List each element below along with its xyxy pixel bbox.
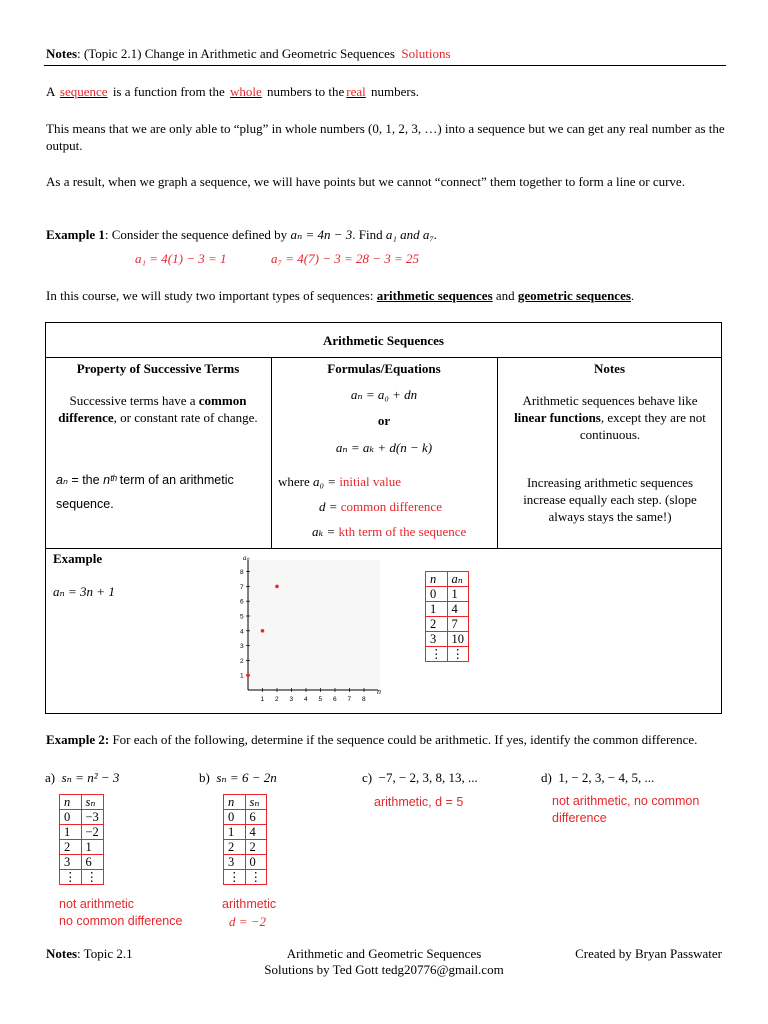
- example1-label: Example 1: [46, 227, 105, 242]
- part-a-table-row: [60, 825, 104, 840]
- part-b-table-header-cell: sₙ: [245, 795, 267, 810]
- graph-y-tick-label: 2: [240, 657, 244, 665]
- part-b-formula: sₙ = 6 − 2n: [216, 770, 277, 785]
- sequence-types-line: [46, 287, 726, 304]
- part-d-heading: [541, 770, 654, 786]
- table-title: Arithmetic Sequences: [323, 333, 444, 348]
- formula-1: aₙ = a₀ + dn: [350, 387, 418, 402]
- header-notes-label: Notes: [46, 46, 78, 61]
- part-d-answer-2: difference: [552, 811, 607, 825]
- part-a-table-cell: −3: [81, 810, 103, 825]
- part-b-heading: [199, 770, 277, 786]
- example-table-cell: ⋮: [426, 647, 448, 662]
- notes-text: Arithmetic sequences behave like: [522, 393, 698, 408]
- intro-blank-real: real: [346, 84, 366, 99]
- col1-text: Successive terms have a: [69, 393, 196, 408]
- example2-label: Example 2:: [46, 732, 110, 747]
- part-b-table-cell: ⋮: [245, 870, 267, 885]
- where-symbol: aₖ =: [312, 524, 336, 539]
- part-b-table-cell: 2: [224, 840, 246, 855]
- example-table-row: [426, 632, 469, 647]
- col1-definition: [56, 468, 266, 516]
- part-b-table-cell: 2: [245, 840, 267, 855]
- graph-y-tick-label: 6: [240, 598, 244, 606]
- part-a-table-cell: −2: [81, 825, 103, 840]
- graph-x-tick-label: 3: [289, 696, 294, 703]
- example-table-header-cell: aₙ: [447, 572, 469, 587]
- col-head-notes: Notes: [593, 361, 626, 376]
- part-b-table-cell: 6: [245, 810, 267, 825]
- example1-prompt: [46, 226, 726, 243]
- graph-x-tick-label: 6: [333, 696, 337, 703]
- part-a-table-row: [60, 810, 104, 825]
- example2-prompt: [46, 731, 726, 748]
- footer-notes-label: Notes: [46, 946, 78, 961]
- graph-background: [248, 560, 380, 690]
- part-b-table-row: [224, 855, 267, 870]
- example-table-cell: 7: [447, 617, 469, 632]
- part-a-label: a): [45, 770, 56, 785]
- types-and: and: [495, 288, 515, 303]
- col-head-formulas: Formulas/Equations: [327, 361, 441, 376]
- sequence-graph: [226, 552, 390, 708]
- where-value: kth term of the sequence: [338, 524, 467, 539]
- notes-text: , except they are not continuous.: [579, 410, 706, 442]
- part-c-heading: [362, 770, 478, 786]
- part-a-table-header-cell: sₙ: [81, 795, 103, 810]
- example1-text: . Find: [352, 227, 383, 242]
- part-b-table-cell: 3: [224, 855, 246, 870]
- part-a-table-row: [60, 870, 104, 885]
- part-c-answer: arithmetic, d = 5: [374, 795, 464, 809]
- part-d-sequence: 1, − 2, 3, − 4, 5, ...: [558, 770, 655, 785]
- graph-y-tick-label: 7: [240, 583, 244, 591]
- table-rule: [45, 548, 722, 549]
- footer-created-by: Created by Bryan Passwater: [575, 946, 722, 961]
- part-a-table-cell: 1: [60, 825, 82, 840]
- part-a-table-header-cell: n: [60, 795, 82, 810]
- header-rule: [44, 65, 726, 66]
- footer-title: Arithmetic and Geometric Sequences: [286, 946, 482, 961]
- example-table-cell: ⋮: [447, 647, 469, 662]
- part-a-answer-2: no common difference: [59, 914, 183, 928]
- part-b-label: b): [199, 770, 210, 785]
- example-row-formula: aₙ = 3n + 1: [53, 584, 115, 599]
- part-a-formula: sₙ = n² − 3: [61, 770, 120, 785]
- example-table-cell: 0: [426, 587, 448, 602]
- footer-notes: [46, 946, 133, 962]
- part-a-table-cell: ⋮: [81, 870, 103, 885]
- col1-def-symbol: aₙ: [56, 473, 68, 487]
- intro-text: A: [46, 84, 55, 99]
- col1-text: , or constant rate of change.: [113, 410, 258, 425]
- graph-x-tick-label: 5: [318, 696, 323, 703]
- intro-paragraph-3: As a result, when we graph a sequence, we will have points but we cannot “connect” them together to form a line or curve.: [46, 174, 685, 189]
- graph-point: [261, 629, 265, 633]
- part-b-table-row: [224, 810, 267, 825]
- where-line-3: [312, 524, 466, 540]
- part-b-table-cell: 0: [245, 855, 267, 870]
- graph-point: [275, 585, 279, 589]
- intro-blank-whole: whole: [229, 84, 262, 99]
- col1-bold: difference: [58, 410, 114, 425]
- part-b-table-cell: 0: [224, 810, 246, 825]
- example-table-header-cell: n: [426, 572, 448, 587]
- graph-y-tick-label: 5: [240, 613, 244, 621]
- example-table-row: [426, 602, 469, 617]
- example1-answer-1: a₁ = 4(1) − 3 = 1: [135, 251, 227, 266]
- col1-def-nth: nᵗʰ: [103, 473, 117, 487]
- graph-x-tick-label: 4: [304, 696, 308, 703]
- example1-answer-2: a₇ = 4(7) − 3 = 28 − 3 = 25: [271, 251, 420, 266]
- types-period: .: [630, 288, 635, 303]
- graph-y-tick-label: 4: [240, 628, 244, 636]
- formula-or: or: [377, 413, 391, 428]
- graph-y-tick-label: 1: [240, 672, 244, 680]
- graph-x-label: n: [377, 687, 381, 696]
- part-a-table-cell: 1: [81, 840, 103, 855]
- example-table-cell: 1: [426, 602, 448, 617]
- intro-text: is a function from the: [112, 84, 225, 99]
- formula-2: aₙ = aₖ + d(n − k): [335, 440, 433, 455]
- part-a-heading: [45, 770, 119, 786]
- part-a-table-cell: 2: [60, 840, 82, 855]
- notes-bold: linear functions: [514, 410, 601, 425]
- graph-x-tick-label: 2: [275, 696, 279, 703]
- col1-bold: common: [198, 393, 247, 408]
- col1-def-text: = the: [67, 473, 100, 487]
- example1-find: a₁ and a₇.: [385, 227, 438, 242]
- part-a-table-cell: ⋮: [60, 870, 82, 885]
- graph-point: [246, 673, 250, 677]
- where-label: where: [278, 474, 310, 489]
- footer-topic: : Topic 2.1: [77, 946, 133, 961]
- example-table-cell: 4: [447, 602, 469, 617]
- example1-text: : Consider the sequence defined by: [104, 227, 288, 242]
- part-b-table-cell: 4: [245, 825, 267, 840]
- table-rule: [45, 357, 722, 358]
- intro-blank-sequence: sequence: [59, 84, 108, 99]
- intro-paragraph-1: [46, 83, 726, 100]
- header-topic: : (Topic 2.1) Change in Arithmetic and Geometric Sequences: [77, 46, 395, 61]
- part-c-sequence: −7, − 2, 3, 8, 13, ...: [378, 770, 478, 785]
- part-b-table-row: [224, 825, 267, 840]
- example-table-cell: 10: [447, 632, 469, 647]
- graph-x-tick-label: 1: [260, 696, 265, 703]
- part-b-table-cell: 1: [224, 825, 246, 840]
- part-a-table: [59, 794, 104, 885]
- part-b-answer-1: arithmetic: [222, 897, 277, 911]
- where-value: common difference: [340, 499, 442, 514]
- header-solutions: Solutions: [401, 46, 451, 61]
- intro-paragraph-2: This means that we are only able to “plug” in whole numbers (0, 1, 2, 3, …) into a sequence but we can get any real number as the output.: [46, 121, 725, 153]
- page-header: [46, 46, 724, 62]
- part-a-table-cell: 3: [60, 855, 82, 870]
- intro-text: numbers.: [371, 84, 420, 99]
- part-b-answer-2: d = −2: [229, 914, 267, 929]
- col-head-property: Property of Successive Terms: [76, 361, 240, 376]
- graph-y-tick-label: 3: [240, 643, 244, 651]
- part-d-answer-1: not arithmetic, no common: [552, 794, 700, 808]
- graph-x-tick-label: 8: [362, 696, 366, 703]
- notes-linear: [505, 392, 715, 443]
- part-b-table-header-cell: n: [224, 795, 246, 810]
- example1-formula: aₙ = 4n − 3: [290, 227, 353, 242]
- example-table-cell: 3: [426, 632, 448, 647]
- example-row-label: Example: [53, 551, 103, 566]
- example-table-row: [426, 587, 469, 602]
- example-table-row: [426, 647, 469, 662]
- example-table-cell: 2: [426, 617, 448, 632]
- part-b-table-row: [224, 840, 267, 855]
- part-a-table-cell: 0: [60, 810, 82, 825]
- col1-def-text: term of an arithmetic sequence.: [56, 473, 234, 511]
- where-line-1: [278, 474, 401, 490]
- part-d-label: d): [541, 770, 552, 785]
- where-symbol: d =: [319, 499, 338, 514]
- where-value: initial value: [339, 474, 402, 489]
- example-table-row: [426, 617, 469, 632]
- graph-y-tick-label: 8: [240, 569, 244, 577]
- part-b-table-row: [224, 870, 267, 885]
- where-line-2: [319, 499, 442, 515]
- footer-solutions: Solutions by Ted Gott tedg20776@gmail.com: [264, 962, 504, 977]
- example2-text: For each of the following, determine if the sequence could be arithmetic. If yes, identify the common difference.: [112, 732, 698, 747]
- col1-property-text: [58, 392, 258, 426]
- part-a-answer-1: not arithmetic: [59, 897, 135, 911]
- part-c-label: c): [362, 770, 373, 785]
- table-divider: [497, 357, 498, 548]
- part-b-table: [223, 794, 267, 885]
- part-a-table-row: [60, 855, 104, 870]
- intro-text: numbers to the: [267, 84, 345, 99]
- example-value-table: [425, 571, 469, 662]
- graph-y-label: aₙ: [243, 554, 250, 562]
- types-arithmetic: arithmetic sequences: [376, 288, 493, 303]
- types-text: In this course, we will study two important types of sequences:: [46, 288, 374, 303]
- notes-increasing: Increasing arithmetic sequences increase equally each step. (slope always stays the same!): [523, 475, 697, 524]
- part-a-table-cell: 6: [81, 855, 103, 870]
- where-symbol: a₀ =: [313, 474, 337, 489]
- graph-x-tick-label: 7: [347, 696, 352, 703]
- types-geometric: geometric sequences: [517, 288, 631, 303]
- part-a-table-row: [60, 840, 104, 855]
- part-b-table-cell: ⋮: [224, 870, 246, 885]
- example-table-cell: 1: [447, 587, 469, 602]
